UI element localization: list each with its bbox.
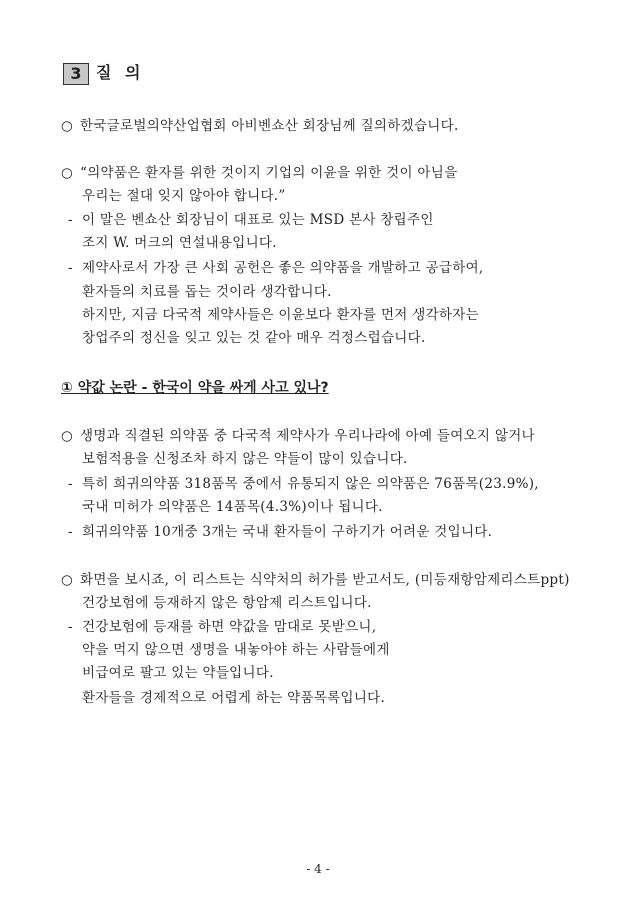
page-number: - 4 -	[306, 862, 330, 876]
paragraph-line: 보험적용을 신청조차 하지 않은 약들이 많이 있습니다.	[82, 451, 408, 467]
paragraph-line: 환자들의 치료를 돕는 것이라 생각합니다.	[82, 284, 332, 300]
paragraph-line: 국내 미허가 의약품은 14품목(4.3%)이나 됩니다.	[82, 499, 383, 515]
paragraph-line: 한국글로벌의약산업협회 아비벤쇼산 회장님께 질의하겠습니다.	[80, 118, 459, 134]
dash-bullet: -	[68, 260, 73, 276]
paragraph-line: 이 말은 벤쇼산 회장님이 대표로 있는 MSD 본사 창립주인	[82, 212, 434, 228]
dash-bullet: -	[68, 524, 73, 540]
circle-bullet: ○	[61, 118, 73, 134]
paragraph-line: 건강보험에 등재하지 않은 항암제 리스트입니다.	[82, 595, 372, 611]
circle-bullet: ○	[61, 572, 73, 588]
circle-bullet: ○	[61, 165, 73, 181]
paragraph-line: “의약품은 환자를 위한 것이지 기업의 이윤을 위한 것이 아님을	[80, 165, 458, 181]
paragraph-line: 생명과 직결된 의약품 중 다국적 제약사가 우리나라에 아예 들여오지 않거나	[80, 428, 535, 444]
dash-bullet: -	[68, 619, 73, 635]
paragraph-line: 우리는 절대 잊지 않아야 합니다.”	[82, 188, 286, 204]
paragraph-line: 조지 W. 머크의 연설내용입니다.	[82, 235, 277, 251]
paragraph-line: 건강보험에 등재를 하면 약값을 맘대로 못받으니,	[82, 619, 377, 635]
paragraph-line: 하지만, 지금 다국적 제약사들은 이윤보다 환자를 먼저 생각하자는	[82, 307, 479, 323]
paragraph-line: 화면을 보시죠, 이 리스트는 식약처의 허가를 받고서도, (미등재항암제리스트ppt)	[80, 572, 570, 588]
paragraph-line: 창업주의 정신을 잊고 있는 것 같아 매우 걱정스럽습니다.	[82, 330, 426, 346]
paragraph-line: 환자들을 경제적으로 어렵게 하는 약품목록입니다.	[82, 690, 386, 706]
section-title: ① 약값 논란 - 한국이 약을 싸게 사고 있나?	[61, 380, 329, 396]
paragraph-line: 비급여로 팔고 있는 약들입니다.	[82, 665, 274, 681]
paragraph-line: 제약사로서 가장 큰 사회 공헌은 좋은 의약품을 개발하고 공급하여,	[82, 260, 484, 276]
paragraph-line: 희귀의약품 10개중 3개는 국내 환자들이 구하기가 어려운 것입니다.	[82, 524, 493, 540]
heading-title: 질 의	[96, 63, 145, 82]
paragraph-line: 특히 희귀의약품 318품목 중에서 유통되지 않은 의약품은 76품목(23.9%),	[82, 476, 539, 492]
paragraph-line: 약을 먹지 않으면 생명을 내놓아야 하는 사람들에게	[82, 642, 390, 658]
circle-bullet: ○	[61, 428, 73, 444]
dash-bullet: -	[68, 212, 73, 228]
heading-number-box: 3	[63, 63, 89, 85]
dash-bullet: -	[68, 476, 73, 492]
